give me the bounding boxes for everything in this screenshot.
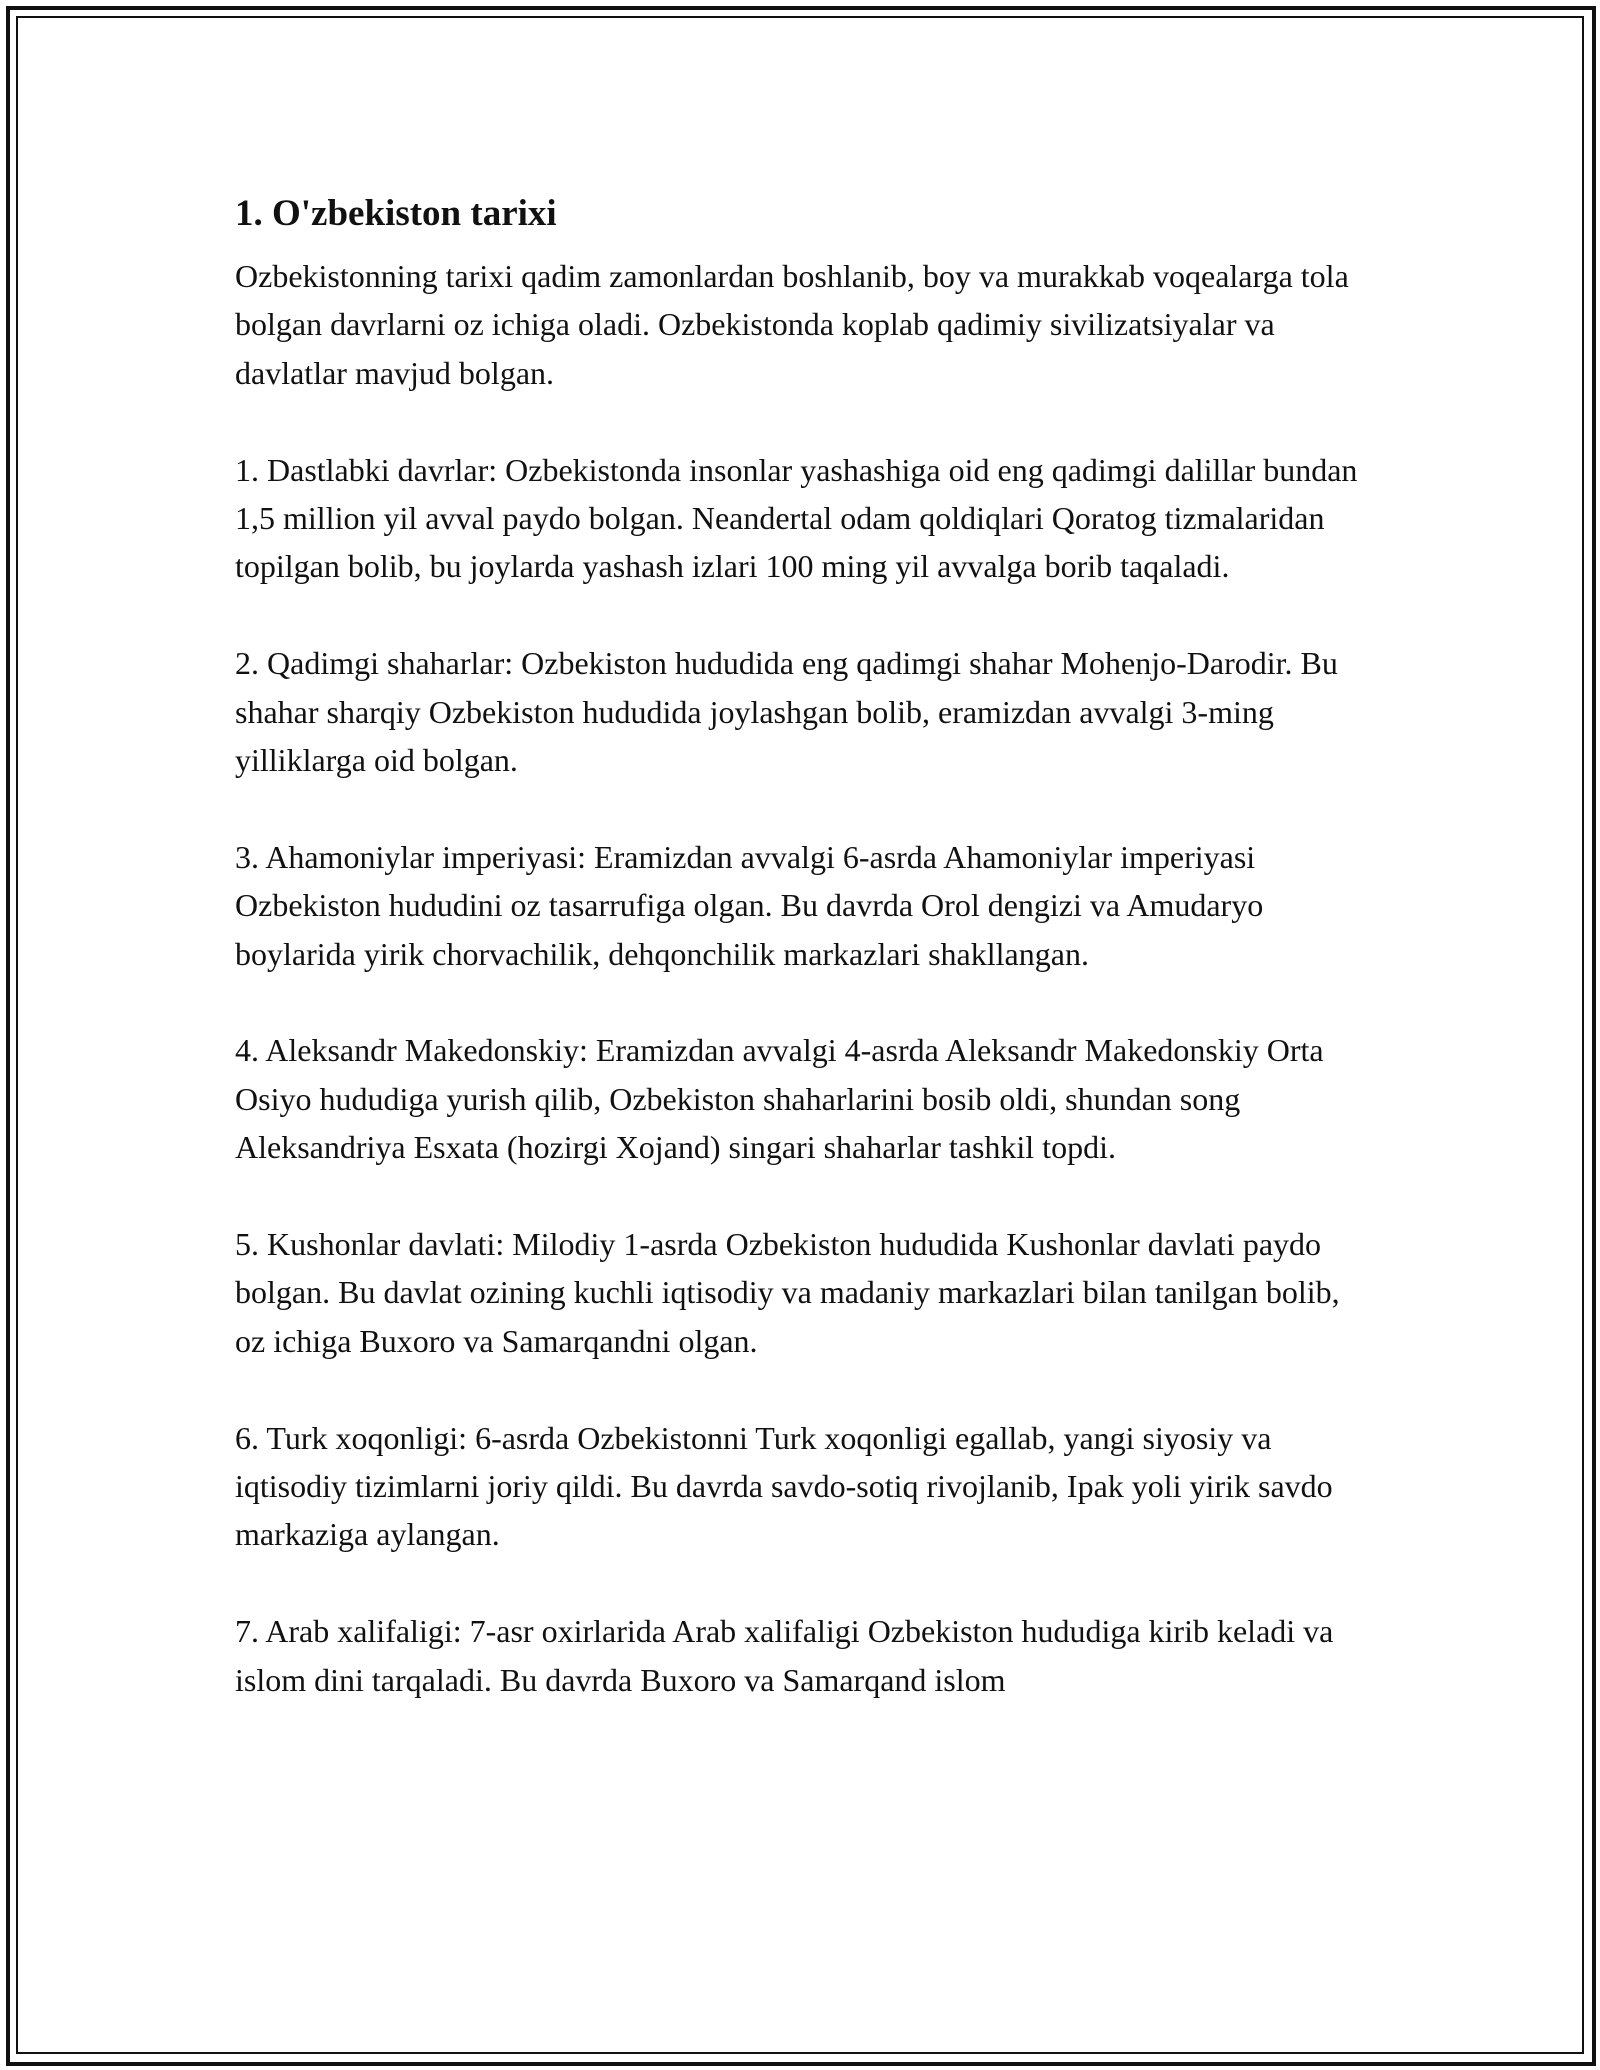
paragraph-qadimgi-shaharlar: 2. Qadimgi shaharlar: Ozbekiston hududida eng qadimgi shahar Mohenjo-Darodir. Bu shahar sharqiy Ozbekiston hududida joylashgan bolib, eramizdan avvalgi 3-ming yilliklarga oid bolgan. xyxy=(235,645,1338,779)
paragraph-dastlabki-davrlar: 1. Dastlabki davrlar: Ozbekistonda insonlar yashashiga oid eng qadimgi dalillar bundan 1,5 million yil avval paydo bolgan. Neandertal odam qoldiqlari Qoratog tizmalaridan topilgan bolib, bu joylarda yashash izlari 100 ming yil avvalga borib taqaladi. xyxy=(235,451,1358,585)
paragraph-aleksandr-makedonskiy: 4. Aleksandr Makedonskiy: Eramizdan avvalgi 4-asrda Aleksandr Makedonskiy Orta Osiyo hududiga yurish qilib, Ozbekiston shaharlarini bosib oldi, shundan song Aleksandriya Esxata (hozirgi Xojand) singari shaharlar tashkil topdi. xyxy=(235,1032,1324,1166)
paragraph-kushonlar: 5. Kushonlar davlati: Milodiy 1-asrda Ozbekiston hududida Kushonlar davlati paydo bolgan. Bu davlat ozining kuchli iqtisodiy va madaniy markazlari bilan tanilgan bolib, oz ichiga Buxoro va Samarqandni olgan. xyxy=(235,1226,1340,1359)
paragraph-ahamoniylar: 3. Ahamoniylar imperiyasi: Eramizdan avvalgi 6-asrda Ahamoniylar imperiyasi Ozbekiston hududini oz tasarrufiga olgan. Bu davrda Orol dengizi va Amudaryo boylarida yirik chorvachilik, dehqonchilik markazlari shakllangan. xyxy=(235,838,1264,972)
document-title: 1. O'zbekiston tarixi xyxy=(235,193,557,234)
paragraph-turk-xoqonligi: 6. Turk xoqonligi: 6-asrda Ozbekistonni Turk xoqonligi egallab, yangi siyosiy va iqtisodiy tizimlarni joriy qildi. Bu davrda savdo-sotiq rivojlanib, Ipak yoli yirik savdo markaziga aylangan. xyxy=(235,1419,1333,1553)
document-body xyxy=(235,186,1365,1752)
intro-paragraph: Ozbekistonning tarixi qadim zamonlardan boshlanib, boy va murakkab voqealarga tola bolgan davrlarni oz ichiga oladi. Ozbekistonda koplab qadimiy sivilizatsiyalar va davlatlar mavjud bolgan. xyxy=(235,258,1349,391)
paragraph-arab-xalifaligi: 7. Arab xalifaligi: 7-asr oxirlarida Arab xalifaligi Ozbekiston hududiga kirib keladi va islom dini tarqaladi. Bu davrda Buxoro va Samarqand islom xyxy=(235,1613,1334,1698)
